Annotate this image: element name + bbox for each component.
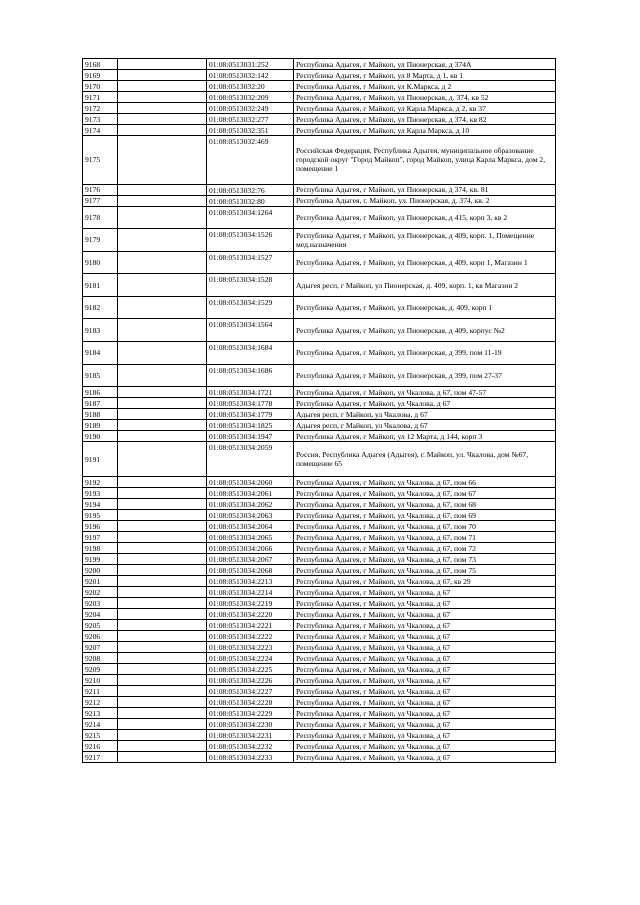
table-row	[83, 686, 556, 697]
row-number-cell: 9208	[83, 653, 118, 664]
empty-cell	[118, 319, 207, 342]
row-number-cell: 9191	[83, 442, 118, 477]
cadastral-number-cell: 01:08:0513032:76	[207, 184, 294, 195]
table-row	[83, 620, 556, 631]
address-cell: Республика Адыгея, г Майкоп, ул Чкалова, д 67, пом 47-57	[294, 387, 556, 398]
row-number-cell: 9192	[83, 477, 118, 488]
row-number-cell: 9200	[83, 565, 118, 576]
empty-cell	[118, 587, 207, 598]
empty-cell	[118, 125, 207, 136]
row-number-cell: 9185	[83, 364, 118, 387]
address-cell: Республика Адыгея, г Майкоп, ул Чкалова, д 67	[294, 398, 556, 409]
table-row	[83, 274, 556, 297]
cadastral-number-cell: 01:08:0513034:2222	[207, 631, 294, 642]
table-row	[83, 442, 556, 477]
empty-cell	[118, 488, 207, 499]
row-number-cell: 9205	[83, 620, 118, 631]
cadastral-number-cell: 01:08:0513032:20	[207, 81, 294, 92]
address-cell: Республика Адыгея, г Майкоп, ул Чкалова, д 67	[294, 631, 556, 642]
row-number-cell: 9209	[83, 664, 118, 675]
cadastral-number-cell: 01:08:0513034:2065	[207, 532, 294, 543]
cadastral-number-cell: 01:08:0513034:1684	[207, 342, 294, 365]
row-number-cell: 9177	[83, 195, 118, 206]
row-number-cell: 9187	[83, 398, 118, 409]
empty-cell	[118, 477, 207, 488]
address-cell: Республика Адыгея, г Майкоп, ул 12 Марта, д 144, корп 3	[294, 431, 556, 442]
empty-cell	[118, 70, 207, 81]
address-cell: Республика Адыгея, г Майкоп, ул Чкалова, д 67, пом 71	[294, 532, 556, 543]
empty-cell	[118, 752, 207, 763]
row-number-cell: 9211	[83, 686, 118, 697]
empty-cell	[118, 398, 207, 409]
table-row	[83, 752, 556, 763]
empty-cell	[118, 195, 207, 206]
empty-cell	[118, 598, 207, 609]
cadastral-number-cell: 01:08:0513032:277	[207, 114, 294, 125]
table-row	[83, 510, 556, 521]
empty-cell	[118, 642, 207, 653]
cadastral-number-cell: 01:08:0513034:1528	[207, 274, 294, 297]
address-cell: Российская Федерация, Республика Адыгея, муниципальное образование городской округ "Город Майкоп", город Майкоп, улица Карла Маркса, дом 2, помещение 1	[294, 136, 556, 185]
cadastral-number-cell: 01:08:0513034:2061	[207, 488, 294, 499]
address-cell: Республика Адыгея, г Майкоп, ул К.Маркса, д 2	[294, 81, 556, 92]
table-row	[83, 576, 556, 587]
row-number-cell: 9170	[83, 81, 118, 92]
empty-cell	[118, 719, 207, 730]
address-cell: Республика Адыгея, г Майкоп, ул Пионерская, д 374А	[294, 59, 556, 70]
empty-cell	[118, 543, 207, 554]
empty-cell	[118, 510, 207, 521]
empty-cell	[118, 532, 207, 543]
empty-cell	[118, 92, 207, 103]
table-row	[83, 70, 556, 81]
cadastral-number-cell: 01:08:0513034:2068	[207, 565, 294, 576]
cadastral-number-cell: 01:08:0513034:2233	[207, 752, 294, 763]
row-number-cell: 9207	[83, 642, 118, 653]
row-number-cell: 9173	[83, 114, 118, 125]
table-body	[83, 59, 556, 763]
table-row	[83, 477, 556, 488]
row-number-cell: 9196	[83, 521, 118, 532]
empty-cell	[118, 620, 207, 631]
property-registry-table	[82, 58, 556, 763]
row-number-cell: 9203	[83, 598, 118, 609]
row-number-cell: 9214	[83, 719, 118, 730]
table-row	[83, 184, 556, 195]
table-row	[83, 609, 556, 620]
address-cell: Республика Адыгея, г Майкоп, ул Чкалова, д 67	[294, 653, 556, 664]
row-number-cell: 9193	[83, 488, 118, 499]
cadastral-number-cell: 01:08:0513032:249	[207, 103, 294, 114]
table-row	[83, 136, 556, 185]
empty-cell	[118, 229, 207, 252]
address-cell: Республика Адыгея, г Майкоп, ул Чкалова, д 67	[294, 741, 556, 752]
table-row	[83, 631, 556, 642]
table-row	[83, 741, 556, 752]
cadastral-number-cell: 01:08:0513034:2225	[207, 664, 294, 675]
table-row	[83, 488, 556, 499]
empty-cell	[118, 609, 207, 620]
table-row	[83, 409, 556, 420]
table-row	[83, 206, 556, 229]
cadastral-number-cell: 01:08:0513034:1686	[207, 364, 294, 387]
address-cell: Республика Адыгея, г Майкоп, ул Чкалова, д 67	[294, 620, 556, 631]
cadastral-number-cell: 01:08:0513034:2219	[207, 598, 294, 609]
row-number-cell: 9186	[83, 387, 118, 398]
cadastral-number-cell: 01:08:0513034:2220	[207, 609, 294, 620]
row-number-cell: 9168	[83, 59, 118, 70]
address-cell: Республика Адыгея, г Майкоп, ул Пионерская, д 374, кв 82	[294, 114, 556, 125]
cadastral-number-cell: 01:08:0513034:1947	[207, 431, 294, 442]
row-number-cell: 9171	[83, 92, 118, 103]
empty-cell	[118, 342, 207, 365]
cadastral-number-cell: 01:08:0513034:1721	[207, 387, 294, 398]
address-cell: Республика Адыгея, г Майкоп, ул Чкалова, д 67	[294, 752, 556, 763]
address-cell: Адыгея респ, г Майкоп, ул Пионерская, д. 409, корп. 1, кв Магазин 2	[294, 274, 556, 297]
row-number-cell: 9201	[83, 576, 118, 587]
table-row	[83, 675, 556, 686]
cadastral-number-cell: 01:08:0513034:2226	[207, 675, 294, 686]
cadastral-number-cell: 01:08:0513034:2224	[207, 653, 294, 664]
address-cell: Республика Адыгея, г Майкоп, ул Чкалова, д 67	[294, 609, 556, 620]
row-number-cell: 9213	[83, 708, 118, 719]
empty-cell	[118, 741, 207, 752]
row-number-cell: 9183	[83, 319, 118, 342]
row-number-cell: 9188	[83, 409, 118, 420]
table-row	[83, 565, 556, 576]
empty-cell	[118, 576, 207, 587]
row-number-cell: 9212	[83, 697, 118, 708]
address-cell: Республика Адыгея, г Майкоп, ул Чкалова, д 67, пом 66	[294, 477, 556, 488]
address-cell: Республика Адыгея, г Майкоп, ул Чкалова, д 67, пом 70	[294, 521, 556, 532]
empty-cell	[118, 708, 207, 719]
cadastral-number-cell: 01:08:0513034:2221	[207, 620, 294, 631]
address-cell: Республика Адыгея, г Майкоп, ул Чкалова, д 67, пом 69	[294, 510, 556, 521]
address-cell: Республика Адыгея, г Майкоп, ул Пионерская, д 374, кв. 81	[294, 184, 556, 195]
table-row	[83, 81, 556, 92]
address-cell: Республика Адыгея, г Майкоп, ул Чкалова, д 67	[294, 686, 556, 697]
address-cell: Республика Адыгея, г Майкоп, ул Чкалова, д 67, пом 75	[294, 565, 556, 576]
address-cell: Республика Адыгея, г Майкоп, ул Чкалова, д 67, пом 72	[294, 543, 556, 554]
table-row	[83, 664, 556, 675]
table-row	[83, 719, 556, 730]
row-number-cell: 9216	[83, 741, 118, 752]
cadastral-number-cell: 01:08:0513034:1825	[207, 420, 294, 431]
address-cell: Республика Адыгея, г Майкоп, ул 8 Марта, д 1, кв 1	[294, 70, 556, 81]
address-cell: Республика Адыгея, г Майкоп, ул Чкалова, д 67	[294, 730, 556, 741]
address-cell: Республика Адыгея, г Майкоп, ул Чкалова, д 67	[294, 708, 556, 719]
empty-cell	[118, 387, 207, 398]
cadastral-number-cell: 01:08:0513034:2223	[207, 642, 294, 653]
empty-cell	[118, 730, 207, 741]
table-row	[83, 499, 556, 510]
cadastral-number-cell: 01:08:0513032:469	[207, 136, 294, 185]
address-cell: Республика Адыгея, г Майкоп, ул Чкалова, д 67, кв 29	[294, 576, 556, 587]
address-cell: Республика Адыгея, г Майкоп, ул Пионерская, д 409, корпус №2	[294, 319, 556, 342]
address-cell: Республика Адыгея, г Майкоп, ул Карла Маркса, д 2, кв 37	[294, 103, 556, 114]
table-row	[83, 730, 556, 741]
empty-cell	[118, 114, 207, 125]
row-number-cell: 9172	[83, 103, 118, 114]
table-row	[83, 251, 556, 274]
table-row	[83, 114, 556, 125]
row-number-cell: 9178	[83, 206, 118, 229]
empty-cell	[118, 103, 207, 114]
empty-cell	[118, 431, 207, 442]
empty-cell	[118, 653, 207, 664]
cadastral-number-cell: 01:08:0513034:2232	[207, 741, 294, 752]
cadastral-number-cell: 01:08:0513031:252	[207, 59, 294, 70]
address-cell: Республика Адыгея, г Майкоп, ул Пионерская, д 415, корп 3, кв 2	[294, 206, 556, 229]
cadastral-number-cell: 01:08:0513032:142	[207, 70, 294, 81]
address-cell: Россия, Республика Адыгея (Адыгея), г. Майкоп, ул. Чкалова, дом №67, помещение 65	[294, 442, 556, 477]
row-number-cell: 9204	[83, 609, 118, 620]
cadastral-number-cell: 01:08:0513034:2213	[207, 576, 294, 587]
cadastral-number-cell: 01:08:0513034:2063	[207, 510, 294, 521]
cadastral-number-cell: 01:08:0513034:1529	[207, 296, 294, 319]
row-number-cell: 9217	[83, 752, 118, 763]
table-row	[83, 59, 556, 70]
empty-cell	[118, 675, 207, 686]
table-row	[83, 642, 556, 653]
row-number-cell: 9197	[83, 532, 118, 543]
cadastral-number-cell: 01:08:0513032:351	[207, 125, 294, 136]
address-cell: Республика Адыгея, г Майкоп, ул Пионерская, д. 374, кв 52	[294, 92, 556, 103]
cadastral-number-cell: 01:08:0513034:2230	[207, 719, 294, 730]
cadastral-number-cell: 01:08:0513034:1779	[207, 409, 294, 420]
address-cell: Республика Адыгея, г Майкоп, ул Пионерская, д 399, пом 27-37	[294, 364, 556, 387]
address-cell: Республика Адыгея, г Майкоп, ул Пионерская, д 409, корп. 1, Помещение мед.назначения	[294, 229, 556, 252]
address-cell: Республика Адыгея, г Майкоп, ул Пионерская, д 399, пом 11-19	[294, 342, 556, 365]
empty-cell	[118, 274, 207, 297]
address-cell: Республика Адыгея, г Майкоп, ул Чкалова, д 67	[294, 675, 556, 686]
cadastral-number-cell: 01:08:0513034:1526	[207, 229, 294, 252]
row-number-cell: 9215	[83, 730, 118, 741]
cadastral-number-cell: 01:08:0513034:2059	[207, 442, 294, 477]
empty-cell	[118, 565, 207, 576]
empty-cell	[118, 442, 207, 477]
address-cell: Республика Адыгея, г Майкоп, ул Чкалова, д 67	[294, 598, 556, 609]
table-row	[83, 543, 556, 554]
table-row	[83, 697, 556, 708]
row-number-cell: 9210	[83, 675, 118, 686]
empty-cell	[118, 499, 207, 510]
cadastral-number-cell: 01:08:0513034:2227	[207, 686, 294, 697]
address-cell: Адыгея респ, г Майкоп, ул Чкалова, д 67	[294, 409, 556, 420]
row-number-cell: 9175	[83, 136, 118, 185]
address-cell: Республика Адыгея, г Майкоп, ул Чкалова, д 67	[294, 642, 556, 653]
table-row	[83, 319, 556, 342]
table-row	[83, 554, 556, 565]
address-cell: Адыгея респ, г Майкоп, ул Чкалова, д 67	[294, 420, 556, 431]
cadastral-number-cell: 01:08:0513034:2228	[207, 697, 294, 708]
address-cell: Республика Адыгея, г Майкоп, ул Чкалова, д 67	[294, 719, 556, 730]
row-number-cell: 9202	[83, 587, 118, 598]
row-number-cell: 9189	[83, 420, 118, 431]
empty-cell	[118, 420, 207, 431]
row-number-cell: 9198	[83, 543, 118, 554]
table-row	[83, 296, 556, 319]
address-cell: Республика Адыгея, г Майкоп, ул Карла Маркса, д 10	[294, 125, 556, 136]
cadastral-number-cell: 01:08:0513034:2214	[207, 587, 294, 598]
table-row	[83, 342, 556, 365]
row-number-cell: 9190	[83, 431, 118, 442]
table-row	[83, 431, 556, 442]
empty-cell	[118, 521, 207, 532]
address-cell: Республика Адыгея, г Майкоп, ул Чкалова, д 67	[294, 587, 556, 598]
table-row	[83, 653, 556, 664]
table-row	[83, 532, 556, 543]
table-row	[83, 229, 556, 252]
row-number-cell: 9206	[83, 631, 118, 642]
row-number-cell: 9195	[83, 510, 118, 521]
table-row	[83, 103, 556, 114]
row-number-cell: 9181	[83, 274, 118, 297]
table-row	[83, 92, 556, 103]
cadastral-number-cell: 01:08:0513034:2062	[207, 499, 294, 510]
empty-cell	[118, 364, 207, 387]
cadastral-number-cell: 01:08:0513034:2064	[207, 521, 294, 532]
table-row	[83, 587, 556, 598]
empty-cell	[118, 59, 207, 70]
address-cell: Республика Адыгея, г Майкоп, ул Чкалова, д 67	[294, 697, 556, 708]
cadastral-number-cell: 01:08:0513032:80	[207, 195, 294, 206]
empty-cell	[118, 664, 207, 675]
cadastral-number-cell: 01:08:0513034:2066	[207, 543, 294, 554]
empty-cell	[118, 409, 207, 420]
table-row	[83, 598, 556, 609]
row-number-cell: 9169	[83, 70, 118, 81]
cadastral-number-cell: 01:08:0513034:1264	[207, 206, 294, 229]
table-row	[83, 708, 556, 719]
table-row	[83, 521, 556, 532]
address-cell: Республика Адыгея, г. Майкоп, ул. Пионерская, д. 374, кв. 2	[294, 195, 556, 206]
address-cell: Республика Адыгея, г Майкоп, ул Чкалова, д 67, пом 73	[294, 554, 556, 565]
cadastral-number-cell: 01:08:0513034:2060	[207, 477, 294, 488]
empty-cell	[118, 296, 207, 319]
empty-cell	[118, 81, 207, 92]
cadastral-number-cell: 01:08:0513034:1527	[207, 251, 294, 274]
address-cell: Республика Адыгея, г Майкоп, ул Чкалова, д 67, пом 67	[294, 488, 556, 499]
row-number-cell: 9199	[83, 554, 118, 565]
empty-cell	[118, 631, 207, 642]
table-row	[83, 398, 556, 409]
row-number-cell: 9194	[83, 499, 118, 510]
table-row	[83, 420, 556, 431]
table-row	[83, 125, 556, 136]
cadastral-number-cell: 01:08:0513034:1778	[207, 398, 294, 409]
cadastral-number-cell: 01:08:0513034:2231	[207, 730, 294, 741]
empty-cell	[118, 686, 207, 697]
address-cell: Республика Адыгея, г Майкоп, ул Чкалова, д 67	[294, 664, 556, 675]
row-number-cell: 9174	[83, 125, 118, 136]
cadastral-number-cell: 01:08:0513034:1564	[207, 319, 294, 342]
table-row	[83, 195, 556, 206]
table-row	[83, 387, 556, 398]
empty-cell	[118, 136, 207, 185]
cadastral-number-cell: 01:08:0513032:209	[207, 92, 294, 103]
empty-cell	[118, 184, 207, 195]
address-cell: Республика Адыгея, г Майкоп, ул Пионерская, д. 409, корп 1	[294, 296, 556, 319]
empty-cell	[118, 697, 207, 708]
table-row	[83, 364, 556, 387]
empty-cell	[118, 554, 207, 565]
address-cell: Республика Адыгея, г Майкоп, ул Чкалова, д 67, пом 68	[294, 499, 556, 510]
empty-cell	[118, 251, 207, 274]
row-number-cell: 9180	[83, 251, 118, 274]
row-number-cell: 9176	[83, 184, 118, 195]
row-number-cell: 9184	[83, 342, 118, 365]
address-cell: Республика Адыгея, г Майкоп, ул Пионерская, д 409, корп 1, Магазин 1	[294, 251, 556, 274]
row-number-cell: 9182	[83, 296, 118, 319]
cadastral-number-cell: 01:08:0513034:2229	[207, 708, 294, 719]
empty-cell	[118, 206, 207, 229]
cadastral-number-cell: 01:08:0513034:2067	[207, 554, 294, 565]
row-number-cell: 9179	[83, 229, 118, 252]
